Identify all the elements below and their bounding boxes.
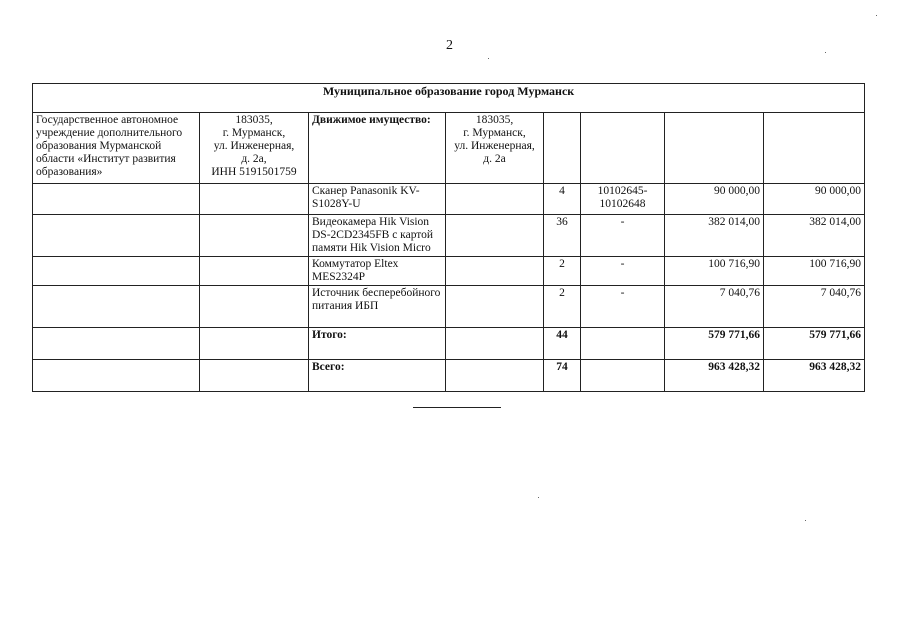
empty-cell xyxy=(446,184,544,215)
item-inventory-number xyxy=(581,184,665,215)
empty-cell xyxy=(446,257,544,286)
item-price: 90 000,00 xyxy=(665,184,764,215)
item-sum: 7 040,76 xyxy=(764,286,865,328)
empty-cell xyxy=(581,360,665,392)
empty-cell xyxy=(581,113,665,184)
empty-cell xyxy=(764,113,865,184)
empty-cell xyxy=(200,215,309,257)
total-label: Всего: xyxy=(309,360,446,392)
item-price: 7 040,76 xyxy=(665,286,764,328)
total-qty: 74 xyxy=(544,360,581,392)
item-inventory-number: - xyxy=(581,215,665,257)
subtotal-sum: 579 771,66 xyxy=(764,328,865,360)
subtotal-row xyxy=(33,328,865,360)
item-sum: 382 014,00 xyxy=(764,215,865,257)
empty-cell xyxy=(200,257,309,286)
empty-cell xyxy=(200,286,309,328)
empty-cell xyxy=(33,286,200,328)
item-sum: 100 716,90 xyxy=(764,257,865,286)
empty-cell xyxy=(446,286,544,328)
empty-cell xyxy=(446,360,544,392)
item-inventory-number: - xyxy=(581,286,665,328)
item-name: Видеокамера Hik Vision DS-2CD2345FB с картой памяти Hik Vision Micro xyxy=(309,215,446,257)
empty-cell xyxy=(200,184,309,215)
item-inventory-text: 10102645- 10102648 xyxy=(597,185,648,210)
scan-speck xyxy=(876,15,877,16)
item-inventory-number: - xyxy=(581,257,665,286)
item-price: 100 716,90 xyxy=(665,257,764,286)
empty-cell xyxy=(446,328,544,360)
item-qty: 2 xyxy=(544,286,581,328)
page-number: 2 xyxy=(446,38,453,53)
scan-speck xyxy=(805,520,806,521)
empty-cell xyxy=(33,184,200,215)
empty-cell xyxy=(33,360,200,392)
region-title: Муниципальное образование город Мурманск xyxy=(33,84,865,113)
organization-address-text: 183035, г. Мурманск, ул. Инженерная, д. 2а, ИНН 5191501759 xyxy=(211,114,297,178)
subtotal-label: Итого: xyxy=(309,328,446,360)
property-table xyxy=(32,83,865,392)
item-qty: 36 xyxy=(544,215,581,257)
empty-cell xyxy=(544,113,581,184)
region-row xyxy=(33,84,865,113)
closing-rule xyxy=(413,407,501,408)
table-row xyxy=(33,257,865,286)
organization-address xyxy=(200,113,309,184)
total-row xyxy=(33,360,865,392)
organization-row xyxy=(33,113,865,184)
item-name: Источник бесперебойного питания ИБП xyxy=(309,286,446,328)
subtotal-qty: 44 xyxy=(544,328,581,360)
scan-speck xyxy=(825,52,826,53)
organization-name: Государственное автономное учреждение дополнительного образования Мурманской области «Институт развития образования» xyxy=(33,113,200,184)
table-row xyxy=(33,215,865,257)
empty-cell xyxy=(581,328,665,360)
item-name: Коммутатор Eltex MES2324P xyxy=(309,257,446,286)
scan-speck xyxy=(538,497,539,498)
subtotal-price: 579 771,66 xyxy=(665,328,764,360)
category-address xyxy=(446,113,544,184)
total-sum: 963 428,32 xyxy=(764,360,865,392)
total-price: 963 428,32 xyxy=(665,360,764,392)
scan-speck xyxy=(488,58,489,59)
table-row xyxy=(33,184,865,215)
empty-cell xyxy=(33,215,200,257)
empty-cell xyxy=(33,328,200,360)
empty-cell xyxy=(200,328,309,360)
empty-cell xyxy=(200,360,309,392)
item-sum: 90 000,00 xyxy=(764,184,865,215)
item-price: 382 014,00 xyxy=(665,215,764,257)
table-row xyxy=(33,286,865,328)
item-qty: 2 xyxy=(544,257,581,286)
item-qty: 4 xyxy=(544,184,581,215)
empty-cell xyxy=(33,257,200,286)
empty-cell xyxy=(446,215,544,257)
category-label: Движимое имущество: xyxy=(309,113,446,184)
empty-cell xyxy=(665,113,764,184)
category-address-text: 183035, г. Мурманск, ул. Инженерная, д. 2а xyxy=(454,114,535,165)
item-name: Сканер Panasonik KV-S1028Y-U xyxy=(309,184,446,215)
